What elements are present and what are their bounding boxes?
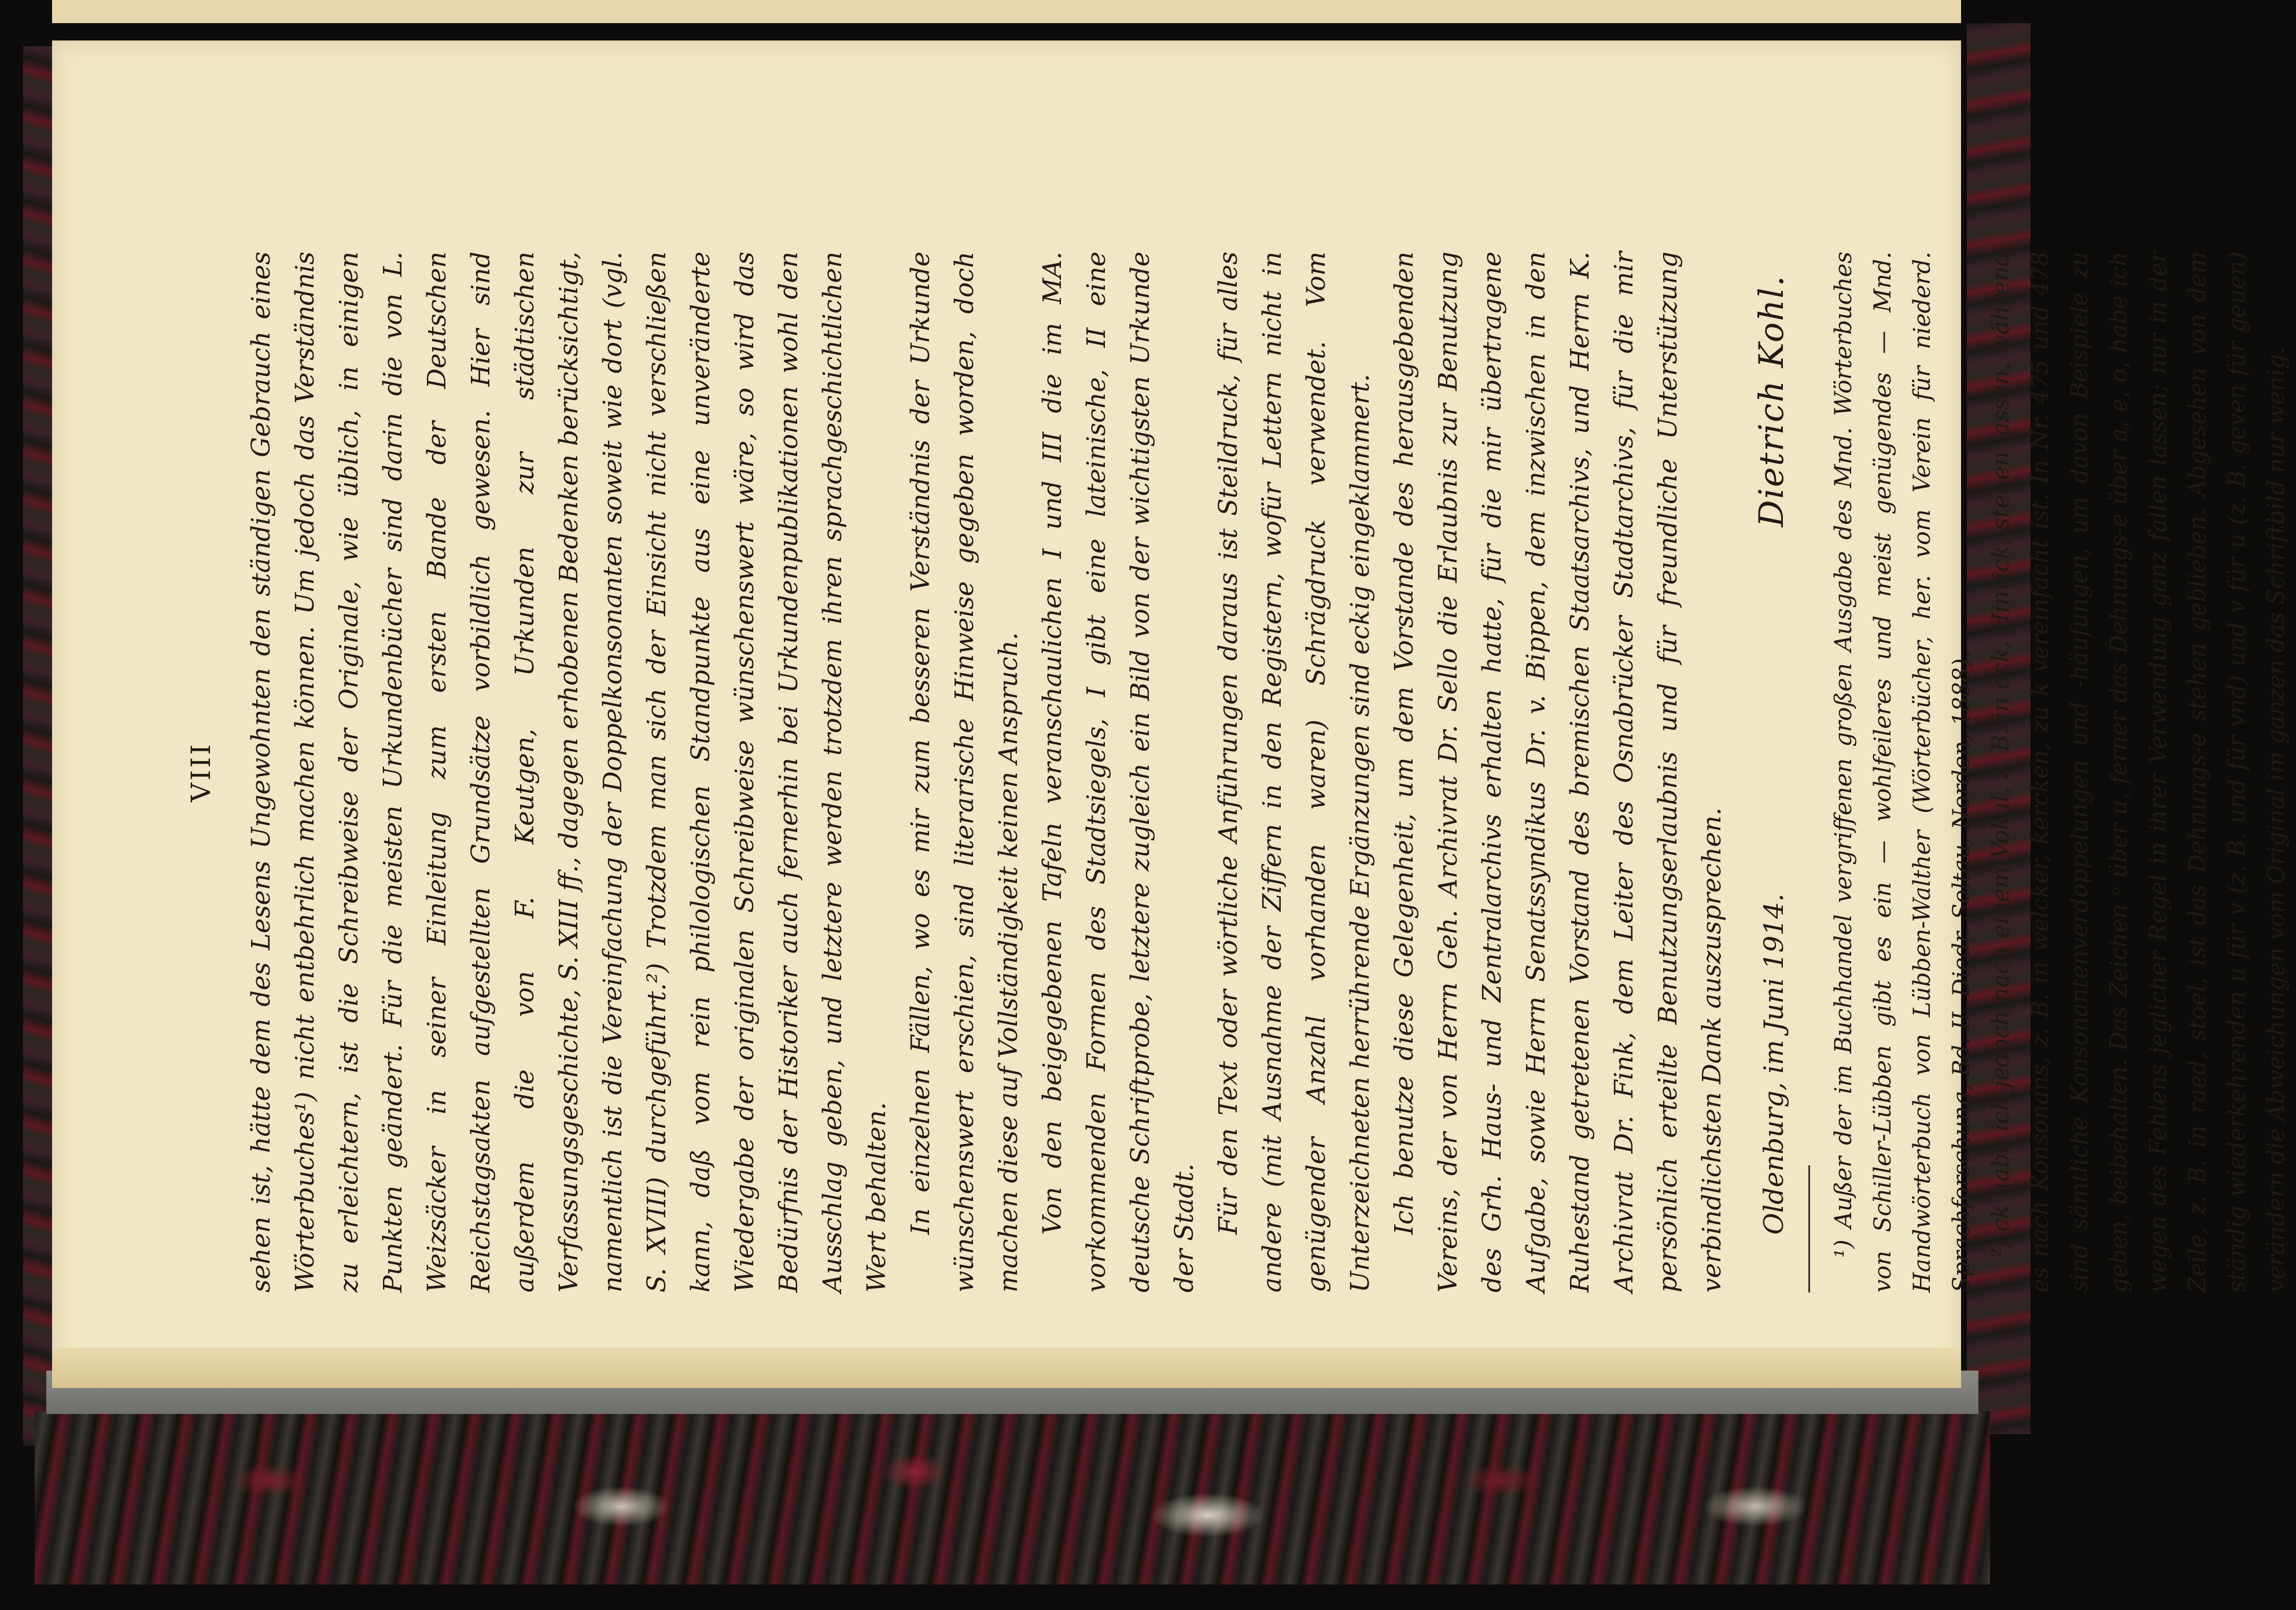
signature-row [1752, 252, 1791, 1293]
body-text [239, 252, 1734, 1293]
paragraph: Ich benutze diese Gelegenheit, um dem Vorstande des herausgebenden Vereins, der von Herrn Geh. Archivrat Dr. Sello die Erlaubnis zur Benutzung des Grh. Haus- und Zentralarchivs erhalten hatte, für die mir übertragene Aufgabe, sowie Herrn Senatssyndikus Dr. v. Bippen, dem inzwischen in den Ruhestand getretenen Vorstand des bremischen Staatsarchivs, und Herrn K. Archivrat Dr. Fink, dem Leiter des Osnabrücker Stadtarchivs, für die mir persönlich erteilte Benutzungserlaubnis und für freundliche Unterstützung verbindlichsten Dank auszusprechen. [1390, 252, 1727, 1293]
author-signature: Dietrich Kohl. [1752, 275, 1791, 527]
footnote-rule [1808, 1165, 1810, 1293]
facing-page-edge [52, 0, 1961, 23]
paragraph: In einzelnen Fällen, wo es mir zum besseren Verständnis der Urkunde wünschenswert erschien, sind literarische Hinweise gegeben worden, doch machen diese auf Vollständigkeit keinen Anspruch. [906, 252, 1023, 1293]
place-date: Oldenburg, im Juni 1914. [1758, 893, 1789, 1235]
paragraph: Für den Text oder wörtliche Anführungen daraus ist Steildruck, für alles andere (mit Ausnahme der Ziffern in den Registern, wofür Lettern nicht in genügender Anzahl vorhanden waren) Schrägdruck verwendet. Vom Unterzeichneten herrührende Ergänzungen sind eckig eingeklammert. [1214, 252, 1375, 1293]
paragraph: Von den beigegebenen Tafeln veranschaulichen I und III die im MA. vorkommenden Formen des Stadtsiegels, I gibt eine lateinische, II eine deutsche Schriftprobe, letztere zugleich ein Bild von der wichtigsten Urkunde der Stadt. [1038, 252, 1199, 1293]
page-text-block [185, 252, 2290, 1293]
paragraph: sehen ist, hätte dem des Lesens Ungewohnten den ständigen Gebrauch eines Wörterbuches¹) nicht entbehrlich machen können. Um jedoch das Verständnis zu erleichtern, ist die Schreibweise der Originale, wie üblich, in einigen Punkten geändert. Für die meisten Urkundenbücher sind darin die von L. Weizsäcker in seiner Einleitung zum ersten Bande der Deutschen Reichstagsakten aufgestellten Grundsätze vorbildlich gewesen. Hier sind außerdem die von F. Keutgen, Urkunden zur städtischen Verfassungsgeschichte, S. XIII ff., dagegen erhobenen Bedenken berücksichtigt, namentlich ist die Vereinfachung der Doppelkonsonanten soweit wie dort (vgl. S. XVIII) durchgeführt.²) Trotzdem man sich der Einsicht nicht verschließen kann, daß vom rein philologischen Standpunkte aus eine unveränderte Wiedergabe der originalen Schreibweise wünschenswert wäre, so wird das Bedürfnis der Historiker auch fernerhin bei Urkundenpublikationen wohl den Ausschlag geben, und letztere werden trotzdem ihren sprachgeschichtlichen Wert behalten. [246, 252, 891, 1293]
page-number: VIII [185, 742, 216, 802]
marbled-board-bottom [35, 1411, 1990, 1585]
footnote: ¹) Außer der im Buchhandel vergriffenen großen Ausgabe des Mnd. Wörterbuches von Schiller-Lübben gibt es ein — wohlfeileres und meist genügendes — Mnd. Handwörterbuch von Lübben-Walther (Wörterbücher, her. vom Verein für niederd. Sprachforschung, Bd. II. Diedr. Soltau, Norden, 1888). [1830, 252, 1975, 1293]
footnote: ²) ck habe ich jedoch nach einem Vokal, z. B. in ock, Hinrick, stehen lassen, während es nach Konsonans, z. B. in welcker, kercken, zu k vereinfacht ist. In Nr. 475 und 478 sind sämtliche Konsonantenverdoppelungen und -häufungen, um davon Beispiele zu geben, beibehalten. Das Zeichen ᵒ über u, ferner das Dehnungs-e über a, e, o, habe ich wegen des Fehlens jeglicher Regel in ihrer Verwendung ganz fallen lassen; nur in der Zeile, z. B. in raed, stoel, ist das Dehnungs-e stehen geblieben. Abgesehen von dem ständig wiederkehrenden u für v (z. B. und für vnd) und v für u (z. B. geven für geuen) verändern die Abweichungen vom Original im ganzen das Schriftbild nur wenig. [1988, 252, 2290, 1293]
footnotes [1824, 252, 2296, 1293]
